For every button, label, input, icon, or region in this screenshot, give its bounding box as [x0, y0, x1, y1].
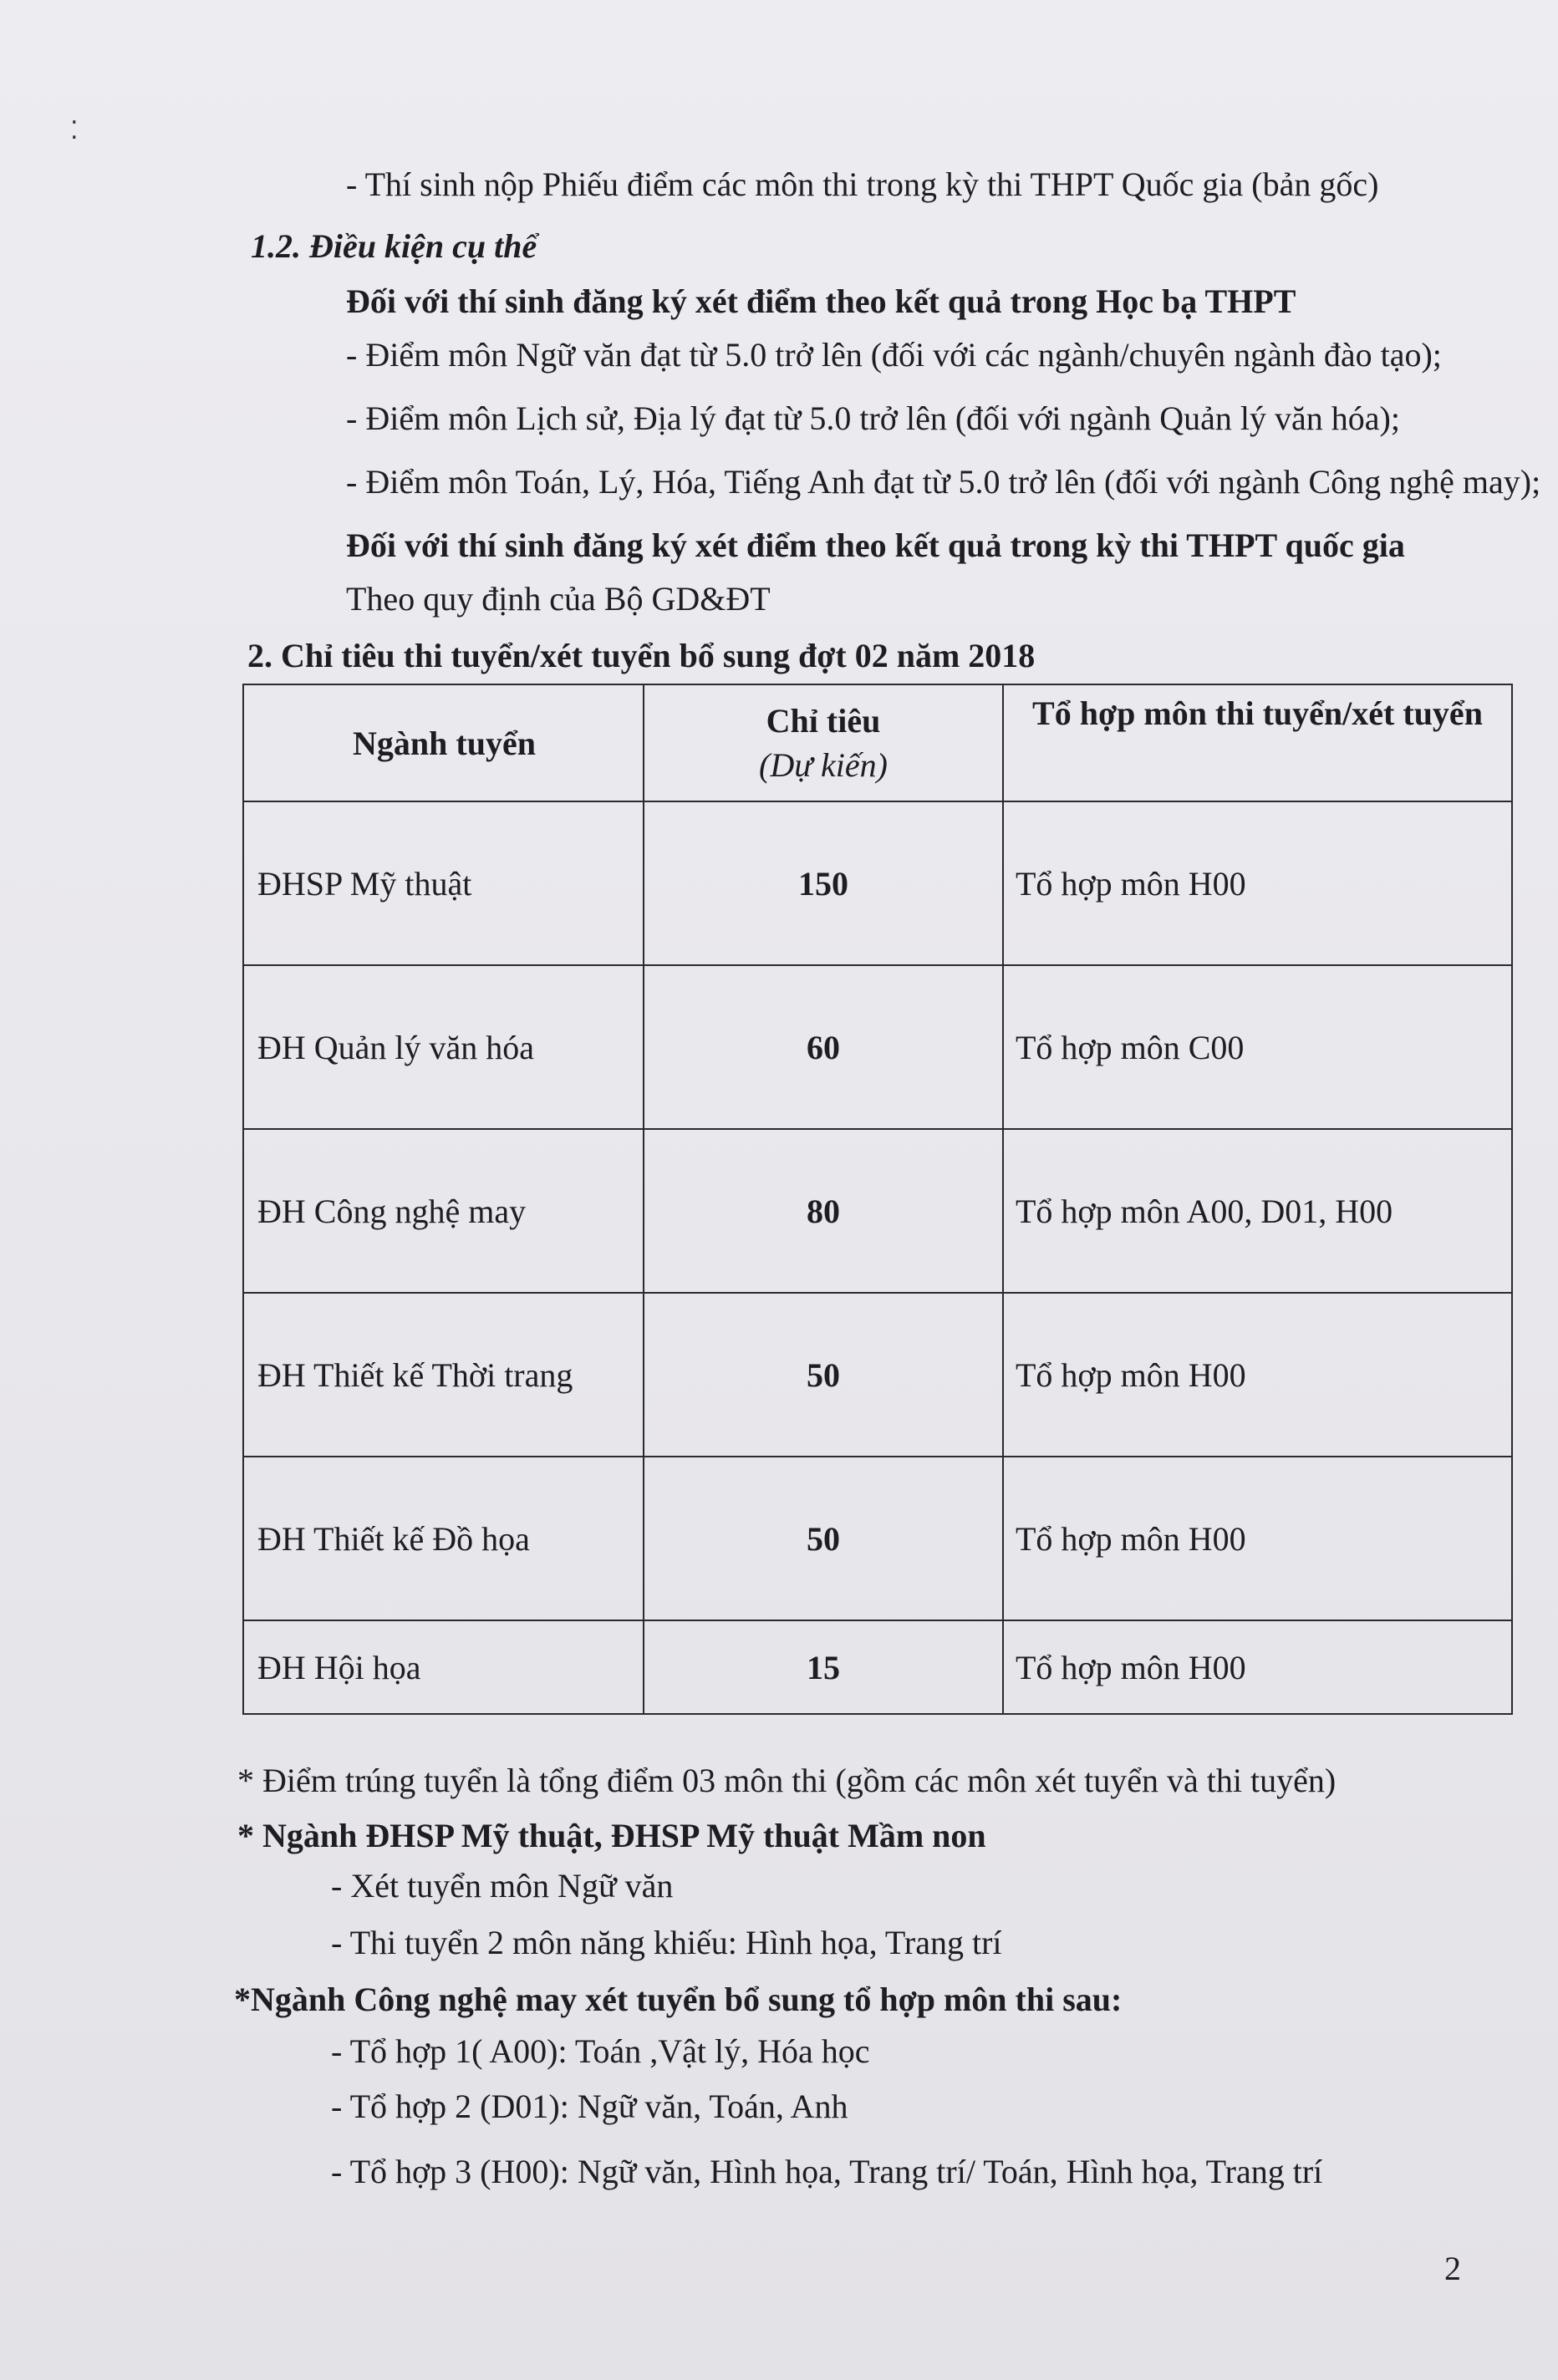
note-aptitude-exam: - Thi tuyển 2 môn năng khiếu: Hình họa, Trang trí — [331, 1924, 1002, 1961]
table-row — [243, 801, 1512, 965]
scan-mark: ⁚ — [70, 117, 79, 145]
cell-quota: 150 — [644, 801, 1003, 965]
cell-major: ĐH Công nghệ may — [243, 1129, 644, 1293]
cell-major: ĐHSP Mỹ thuật — [243, 801, 644, 965]
header-quota-note: (Dự kiến) — [759, 746, 888, 784]
table-header-row — [243, 684, 1512, 801]
line-math-physics-score: - Điểm môn Toán, Lý, Hóa, Tiếng Anh đạt từ 5.0 trở lên (đối với ngành Công nghệ may); — [346, 463, 1541, 501]
line-ministry-rule: Theo quy định của Bộ GD&ĐT — [346, 580, 771, 618]
section-heading-conditions: 1.2. Điều kiện cụ thể — [251, 227, 537, 265]
cell-major: ĐH Quản lý văn hóa — [243, 965, 644, 1129]
page-number: 2 — [1444, 2250, 1461, 2287]
table-row — [243, 1129, 1512, 1293]
note-combo-2: - Tổ hợp 2 (D01): Ngữ văn, Toán, Anh — [331, 2088, 848, 2125]
line-history-geography-score: - Điểm môn Lịch sử, Địa lý đạt từ 5.0 trở lên (đối với ngành Quản lý văn hóa); — [346, 399, 1400, 437]
header-quota: Chỉ tiêu (Dự kiến) — [644, 684, 1003, 801]
cell-combo: Tổ hợp môn A00, D01, H00 — [1003, 1129, 1512, 1293]
note-literature-admission: - Xét tuyển môn Ngữ văn — [331, 1867, 674, 1905]
cell-combo: Tổ hợp môn H00 — [1003, 801, 1512, 965]
subheading-transcript: Đối với thí sinh đăng ký xét điểm theo kết quả trong Học bạ THPT — [346, 282, 1296, 320]
cell-combo: Tổ hợp môn H00 — [1003, 1293, 1512, 1457]
table-row — [243, 1293, 1512, 1457]
cell-major: ĐH Thiết kế Thời trang — [243, 1293, 644, 1457]
quota-table — [242, 684, 1513, 1715]
table-row — [243, 965, 1512, 1129]
cell-quota: 15 — [644, 1620, 1003, 1714]
note-combo-1: - Tổ hợp 1( A00): Toán ,Vật lý, Hóa học — [331, 2032, 870, 2070]
cell-quota: 50 — [644, 1293, 1003, 1457]
note-combo-3: - Tổ hợp 3 (H00): Ngữ văn, Hình họa, Trang trí/ Toán, Hình họa, Trang trí — [331, 2153, 1323, 2190]
line-submit-scores: - Thí sinh nộp Phiếu điểm các môn thi trong kỳ thi THPT Quốc gia (bản gốc) — [346, 165, 1379, 203]
subheading-national-exam: Đối với thí sinh đăng ký xét điểm theo kết quả trong kỳ thi THPT quốc gia — [346, 526, 1405, 564]
note-admission-score: * Điểm trúng tuyển là tổng điểm 03 môn thi (gồm các môn xét tuyển và thi tuyển) — [237, 1762, 1337, 1799]
table-row — [243, 1620, 1512, 1714]
cell-major: ĐH Thiết kế Đồ họa — [243, 1457, 644, 1620]
cell-combo: Tổ hợp môn C00 — [1003, 965, 1512, 1129]
cell-quota: 80 — [644, 1129, 1003, 1293]
header-major: Ngành tuyển — [243, 684, 644, 801]
line-literature-score: - Điểm môn Ngữ văn đạt từ 5.0 trở lên (đối với các ngành/chuyên ngành đào tạo); — [346, 336, 1442, 374]
note-garment-heading: *Ngành Công nghệ may xét tuyển bổ sung tổ hợp môn thi sau: — [234, 1981, 1123, 2018]
cell-quota: 60 — [644, 965, 1003, 1129]
section-heading-quota: 2. Chỉ tiêu thi tuyển/xét tuyển bổ sung đợt 02 năm 2018 — [247, 637, 1036, 674]
cell-major: ĐH Hội họa — [243, 1620, 644, 1714]
header-combo: Tổ hợp môn thi tuyển/xét tuyển — [1003, 684, 1512, 801]
cell-combo: Tổ hợp môn H00 — [1003, 1620, 1512, 1714]
note-fine-arts-heading: * Ngành ĐHSP Mỹ thuật, ĐHSP Mỹ thuật Mầm non — [237, 1817, 986, 1854]
table-row — [243, 1457, 1512, 1620]
cell-quota: 50 — [644, 1457, 1003, 1620]
cell-combo: Tổ hợp môn H00 — [1003, 1457, 1512, 1620]
